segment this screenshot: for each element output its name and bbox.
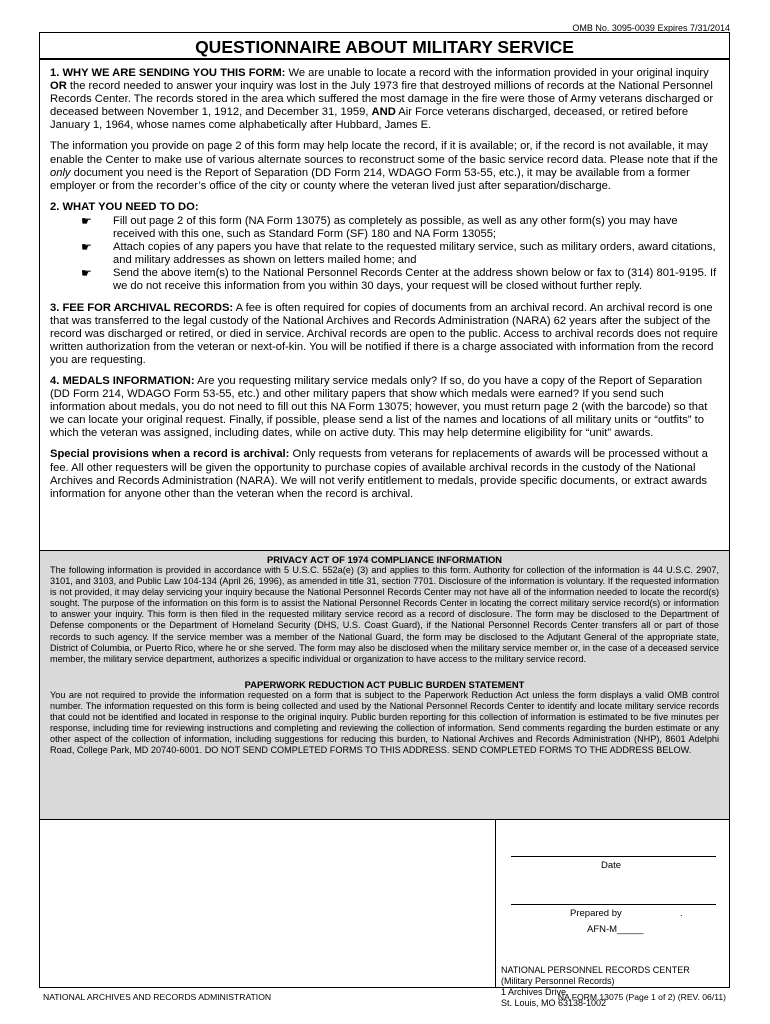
address-line: 1 Archives Drive bbox=[501, 987, 567, 997]
list-item-text: Attach copies of any papers you have that relate to the requested military service, such as military orders, award citations, and military addresses as shown on letters mailed home; and bbox=[113, 241, 716, 267]
mailing-address bbox=[501, 965, 690, 1009]
section-4-heading: 4. MEDALS INFORMATION: bbox=[50, 374, 195, 387]
list-item bbox=[81, 267, 719, 293]
section-1-and: AND bbox=[371, 106, 396, 119]
date-label: Date bbox=[601, 860, 622, 871]
prepared-by-dot: . bbox=[680, 908, 683, 919]
section-1-text-3: Air Force veterans discharged, deceased, or retired before January 1, 1964, whose names come alphabetically after Hubbard, James E. bbox=[50, 106, 689, 132]
address-line: St. Louis, MO 63138-1002 bbox=[501, 998, 607, 1008]
date-field[interactable] bbox=[511, 856, 716, 857]
list-item-text: Send the above item(s) to the National Personnel Records Center at the address shown below or fax to (314) 801-9195. If we do not receive this information from you within 30 days, your request will be closed without further reply. bbox=[113, 267, 717, 293]
page-title: QUESTIONNAIRE ABOUT MILITARY SERVICE bbox=[195, 37, 574, 57]
special-provisions-text: Only requests from veterans for replacements of awards will be processed without a fee. All other requesters will be given the opportunity to purchase copies of available archival records in the custody of the National Archives and Records Administration (NARA). We will not verify entitlement to medals, provide specific documents, or extract awards information for anyone other than the veteran when the record is archival. bbox=[50, 448, 708, 500]
address-line: NATIONAL PERSONNEL RECORDS CENTER bbox=[501, 965, 690, 975]
section-2-list bbox=[50, 215, 719, 294]
prepared-by-field[interactable] bbox=[511, 904, 716, 905]
privacy-text: The following information is provided in accordance with 5 U.S.C. 552a(e) (3) and applies to this form. Authority for collection of the information is 44 U.S.C. 2907, 3101, and 3103, and Public Law 104-134 (April 26, 1996), as amended in title 31, section 7701. Disclosure of the information is voluntary. If the requested information is not provided, it may delay servicing your inquiry because the National Personnel Records Center may not have all of the information needed to locate the record(s) sought. The purpose of the information on this form is to assist the National Personnel Records Center in locating the correct military service record(s) or information to answer your inquiry. This form is then filed in the requested military service record as a record of disclosure. The form may be disclosed to the Department of Defense components or the Department of Homeland Security (DHS, U.S. Coast Guard), if the National Personnel Records Center transfers all or part of those records to such agency. If the service member was a member of the National Guard, the form may be disclosed to the Adjutant General of the appropriate state, District of Columbia, or Puerto Rico, where he or she served. The form may also be disclosed when the military service member or, in the case of a deceased service member, the military service department, authorizes a specific individual or organization to have access to the military service record. bbox=[50, 565, 719, 664]
address-line: (Military Personnel Records) bbox=[501, 976, 615, 986]
list-item bbox=[81, 215, 719, 241]
section-4-text: Are you requesting military service medals only? If so, do you have a copy of the Report of Separation (DD Form 214, WDAGO Form 53-55, etc.) and other military papers that show which medals were earned? If you send such information about medals, you do not need to fill out this NA Form 13075; however, you must return page 2 (with the barcode) so that we can locate your original request. Finally, if possible, please send a list of the names and locations of all military units or “outfits” to which the veteran was assigned, including dates, while on active duty. This may help determine eligibility for “unit” awards. bbox=[50, 374, 708, 440]
pointing-hand-icon: ☛ bbox=[81, 240, 92, 255]
section-2-heading: 2. WHAT YOU NEED TO DO: bbox=[50, 200, 199, 213]
special-provisions-heading: Special provisions when a record is archival: bbox=[50, 448, 290, 461]
prepared-by-label: Prepared by bbox=[570, 908, 622, 919]
section-1-text-2: the record needed to answer your inquiry was lost in the July 1973 fire that destroyed millions of records at the National Personnel Records Center. The records stored in the area which suffered the most damage in the fire were those of Army veterans discharged or deceased between November 1, 1912, and December 31, 1959, bbox=[50, 80, 714, 119]
section-1-or: OR bbox=[50, 80, 67, 93]
pointing-hand-icon: ☛ bbox=[81, 213, 92, 228]
section-1-note-text: The information you provide on page 2 of this form may help locate the record, if it is available; or, if the record is not available, it may enable the Center to make use of various alternate sources to reconstruct some of the basic service record data. Please note that if the bbox=[50, 140, 718, 166]
afn-label: AFN-M_____ bbox=[587, 924, 644, 935]
section-1-note bbox=[50, 140, 719, 192]
omb-number: OMB No. 3095-0039 Expires 7/31/2014 bbox=[572, 23, 730, 33]
list-item-text: Fill out page 2 of this form (NA Form 13075) as completely as possible, as well as any other form(s) you may have received with this one, such as Standard Form (SF) 180 and NA Form 13055; bbox=[113, 214, 678, 241]
list-item bbox=[81, 241, 719, 267]
pointing-hand-icon: ☛ bbox=[81, 266, 92, 281]
column-divider bbox=[495, 820, 496, 987]
section-1 bbox=[50, 67, 719, 132]
section-1-text: We are unable to locate a record with the information provided in your original inquiry bbox=[285, 67, 709, 79]
paperwork-text: You are not required to provide the information requested on a form that is subject to the Paperwork Reduction Act unless the form displays a valid OMB control number. The information requested on this form is being collected and used by the National Personnel Records Center to identify and locate military service records that could not be identified and located in response to the original inquiry. Public burden reporting for this collection of information is estimated to be five minutes per response, including time for reviewing instructions and completing and reviewing the collection of information. Send comments regarding the burden estimate or any other aspect of the collection of information, including suggestions for reducing this burden, to National Archives and Records Administration (NHP), 8601 Adelphi Road, College Park, MD 20740-6001. DO NOT SEND COMPLETED FORMS TO THIS ADDRESS. SEND COMPLETED FORMS TO THE ADDRESS BELOW. bbox=[50, 689, 719, 756]
section-3-text: A fee is often required for copies of documents from an archival record. An archival record is one that was transferred to the legal custody of the National Archives and Records Administration (NARA) 62 years after the subject of the record was discharged or retired, or died in service. Archival records are open to the public. Access to archival records does not require written authorization from the veteran or next-of-kin. You will be notified if there is a charge associated with information from the record you are requesting. bbox=[50, 301, 718, 366]
section-2 bbox=[50, 201, 719, 294]
special-provisions bbox=[50, 448, 719, 500]
footer-agency: NATIONAL ARCHIVES AND RECORDS ADMINISTRATION bbox=[43, 992, 272, 1002]
section-3-heading: 3. FEE FOR ARCHIVAL RECORDS: bbox=[50, 301, 234, 314]
privacy-box bbox=[40, 550, 729, 820]
form-instructions bbox=[40, 60, 729, 501]
privacy-heading: PRIVACY ACT OF 1974 COMPLIANCE INFORMATION bbox=[266, 554, 503, 565]
paperwork-heading: PAPERWORK REDUCTION ACT PUBLIC BURDEN STATEMENT bbox=[244, 678, 525, 690]
section-1-only: only bbox=[50, 166, 71, 179]
section-1-note-text-2: document you need is the Report of Separation (DD Form 214, WDAGO Form 53-55, etc.), it may be available from a former employer or from the recorder’s office of the city or county where the veteran lived just after separation/discharge. bbox=[50, 166, 690, 192]
section-4 bbox=[50, 375, 719, 440]
section-1-heading: 1. WHY WE ARE SENDING YOU THIS FORM: bbox=[50, 67, 286, 79]
footer-form-number: NA FORM 13075 (Page 1 of 2) (REV. 06/11) bbox=[557, 992, 726, 1002]
section-3 bbox=[50, 302, 719, 367]
